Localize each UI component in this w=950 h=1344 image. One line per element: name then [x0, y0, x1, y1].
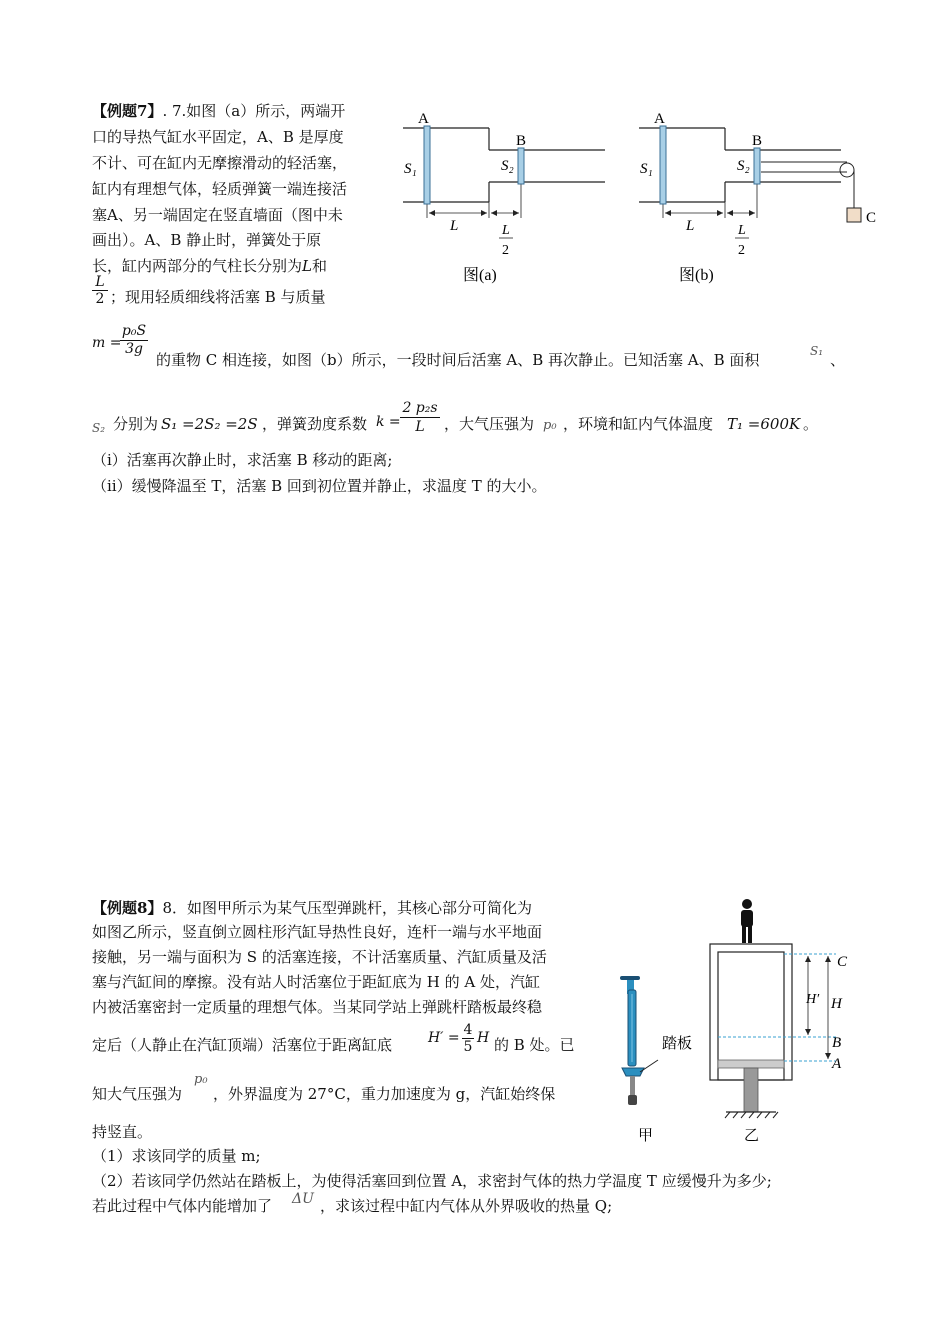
label-A: A [654, 111, 665, 127]
ex8-question-1: （1）求该同学的质量 m; [92, 1147, 261, 1165]
label-A: A [418, 111, 429, 127]
ex7-line-8 [156, 350, 759, 370]
label-S1: S₁ [640, 161, 653, 177]
ex7-line: 不计、可在缸内无摩擦滑动的轻活塞， [92, 154, 348, 172]
formula-rhs: H [477, 1030, 490, 1046]
caption-jia: 甲 [638, 1128, 654, 1144]
label-pedal: 踏板 [662, 1036, 693, 1052]
ex7-figures [395, 100, 885, 300]
dim-arrows [805, 956, 831, 1059]
label-half-den: 2 [738, 243, 745, 258]
ex8-line: 如图乙所示，竖直倒立圆柱形汽缸导热性良好，连杆一端与水平地面 [92, 923, 543, 941]
ex8-tag: 【例题8】 [92, 899, 163, 917]
ex8-line: 接触，另一端与面积为 S 的活塞连接，不计活塞质量、汽缸质量及活 [92, 948, 547, 966]
ex8-delta-u: ΔU [292, 1191, 314, 1207]
label-S2: S₂ [737, 158, 750, 174]
h-fraction [462, 1022, 474, 1055]
pogo-tip [628, 1095, 637, 1105]
ex8-p0: p₀ [194, 1072, 208, 1087]
ex8-line6-a: 知大气压强为 [92, 1085, 183, 1103]
person-icon [741, 899, 753, 943]
ex7-line8-text: 的重物 C 相连接，如图（b）所示，一段时间后活塞 A、B 再次静止。已知活塞 A、B 面积 [156, 351, 760, 369]
ex7-area-formula: S₁ =2S₂ =2S [161, 415, 258, 433]
label-L: L [686, 218, 695, 234]
formula-lhs: H′ = [428, 1030, 460, 1046]
ground-hatch [725, 1112, 778, 1118]
pogo-rod [630, 1076, 635, 1096]
piston-A [424, 126, 430, 204]
ex8-line: 塞与汽缸间的摩擦。没有站人时活塞位于距缸底为 H 的 A 处，汽缸 [92, 973, 540, 991]
label-C: C [837, 954, 848, 970]
dashed-levels [718, 954, 836, 1061]
ex8-line6-b: ，外界温度为 27°C，重力加速度为 g，汽缸始终保 [213, 1085, 556, 1103]
mass-fraction [120, 323, 148, 358]
ex8-line5-b: 的 B 处。已 [494, 1036, 575, 1054]
ex7-line-7: ；现用轻质细线将活塞 B 与质量 [110, 288, 326, 306]
ex7-line9-b: ，弹簧劲度系数 [262, 415, 368, 433]
ex8-figures [600, 890, 870, 1150]
label-half-num: L [502, 223, 510, 238]
ex8-question-3-a: 若此过程中气体内能增加了 [92, 1197, 273, 1215]
piston-B [754, 148, 760, 184]
ex7-first-line [92, 101, 345, 121]
ex7-line: 画出）。A、B 静止时，弹簧处于原 [92, 231, 322, 249]
piston [718, 1060, 784, 1068]
ex7-p0: p₀ [543, 418, 557, 433]
ex7-t-formula: T₁ =600K [727, 415, 801, 433]
ex7-line: 口的导热气缸水平固定，A、B 是厚度 [92, 128, 344, 146]
fraction-denominator: 5 [463, 1039, 473, 1055]
formula-lhs: m = [92, 335, 122, 351]
label-half-num: L [738, 223, 746, 238]
ex8-head: 8．如图甲所示为某气压型弹跳杆，其核心部分可简化为 [162, 899, 532, 917]
fraction-numerator: 4 [463, 1022, 473, 1038]
k-fraction [400, 399, 440, 436]
caption-b: 图(b) [679, 267, 714, 284]
fraction-denominator: L [400, 417, 440, 436]
fraction-numerator: 2 p₂s [402, 400, 438, 416]
caption-yi: 乙 [744, 1128, 760, 1144]
weight-C [847, 208, 861, 222]
label-H-prime: H′ [806, 992, 820, 1007]
ex7-half-fraction [92, 274, 108, 307]
fraction-denominator: 3g [120, 340, 148, 358]
ex7-tag: 【例题7】 [92, 102, 163, 120]
ex7-s1-symbol: S₁ [810, 344, 824, 358]
ex7-line9-d: ，环境和缸内气体温度 [563, 415, 714, 433]
ex7-line8-tail: 、 [830, 351, 846, 369]
ex7-question-2: （ⅱ）缓慢降温至 T，活塞 B 回到初位置并静止，求温度 T 的大小。 [92, 477, 547, 495]
label-L: L [450, 218, 459, 234]
ex7-line9-c: ，大气压强为 [444, 415, 535, 433]
ex7-line9-a: 分别为 [113, 415, 159, 433]
caption-a: 图(a) [463, 267, 497, 284]
ex7-s2-symbol: S₂ [92, 421, 106, 435]
ex8-first-line [92, 898, 532, 918]
connecting-rod [744, 1068, 758, 1112]
label-C: C [866, 210, 877, 226]
piston-B [518, 148, 524, 184]
ex7-line9-e: 。 [803, 415, 819, 433]
pogo-stick [622, 978, 644, 1105]
label-B: B [752, 133, 763, 149]
label-B: B [516, 133, 527, 149]
label-H: H [831, 996, 842, 1012]
pedal-leader [640, 1060, 658, 1072]
ex8-line: 内被活塞密封一定质量的理想气体。当某同学站上弹跳杆踏板最终稳 [92, 998, 543, 1016]
label-B: B [832, 1035, 842, 1051]
ex7-line: 缸内有理想气体，轻质弹簧一端连接活 [92, 180, 348, 198]
ex8-question-2: （2）若该同学仍然站在踏板上，为使得活塞回到位置 A，求密封气体的热力学温度 T 应缓慢升为多少; [92, 1172, 772, 1190]
fraction-numerator: p₀S [121, 323, 147, 339]
ex8-line7: 持竖直。 [92, 1123, 153, 1141]
formula-lhs: k = [376, 414, 401, 430]
ex7-line-6 [92, 256, 327, 276]
fraction-denominator: 2 [92, 290, 108, 307]
label-A: A [832, 1056, 842, 1072]
cylinder [710, 944, 792, 1080]
ex7-line: 塞A、另一端固定在竖直墙面（图中未 [92, 206, 343, 224]
ex7-question-1: （ⅰ）活塞再次静止时，求活塞 B 移动的距离; [92, 451, 393, 469]
label-S1: S₁ [404, 161, 417, 177]
ex7-head: . 7.如图（a）所示，两端开 [162, 102, 346, 120]
label-S2: S₂ [501, 158, 514, 174]
ex8-question-3-b: ，求该过程中缸内气体从外界吸收的热量 Q; [320, 1197, 613, 1215]
ex7-var-L: L [302, 257, 312, 275]
label-half-den: 2 [502, 243, 509, 258]
ex8-line5-a: 定后（人静止在汽缸顶端）活塞位于距离缸底 [92, 1036, 393, 1054]
fraction-numerator: L [95, 274, 105, 290]
ex7-line6-text: 长，缸内两部分的气柱长分别为 [92, 257, 303, 275]
ex7-line6-tail: 和 [311, 257, 327, 275]
piston-A [660, 126, 666, 204]
